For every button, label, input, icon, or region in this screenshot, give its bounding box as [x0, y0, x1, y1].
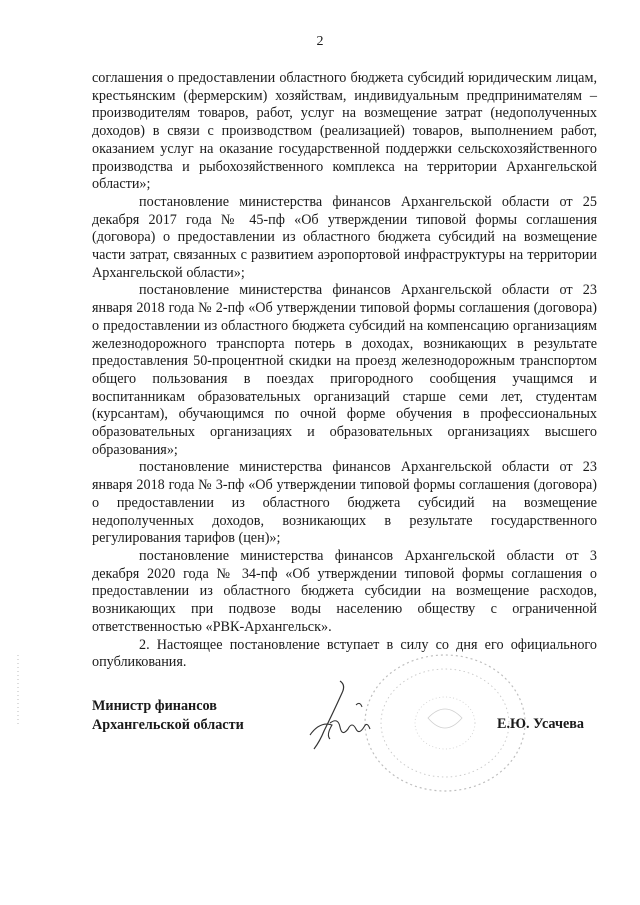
handwritten-signature: [300, 675, 390, 755]
signatory-title-line1: Министр финансов: [92, 698, 217, 714]
document-body: [92, 70, 597, 672]
paragraph-continuation: соглашения о предоставлении областного бюджета субсидий юридическим лицам, крестьянским (фермерским) хозяйствам, индивидуальным предпринимателям – производителям товаров, работ, услуг на возмещение затрат (недополученных доходов) в связи с производством (реализацией) товаров, выполнением работ, оказанием услуг на оказание государственной поддержки сельскохозяйственного производства и рыбохозяйственного комплекса на территории Архангельской области»;: [92, 70, 597, 193]
paragraph-effective-date: 2. Настоящее постановление вступает в силу со дня его официального опубликования.: [92, 636, 597, 671]
paragraph-decree-2: постановление министерства финансов Архангельской области от 23 января 2018 года № 2-пф «Об утверждении типовой формы соглашения (договора) о предоставлении из областного бюджета субсидий на компенсацию организациям железнодорожного транспорта потерь в доходах, возникающих в результате предоставления 50-процентной скидки на проезд железнодорожным транспортом общего пользования в поездах пригородного сообщения учащимся и воспитанникам образовательных организаций старше семи лет, студентам (курсантам), обучающимся по очной форме обучения в профессиональных образовательных организациях и образовательных организациях высшего образования»;: [92, 282, 597, 458]
page-number: 2: [316, 34, 324, 49]
margin-dotted-mark: [16, 655, 20, 725]
paragraph-decree-45: постановление министерства финансов Архангельской области от 25 декабря 2017 года № 45-пф «Об утверждении типовой формы соглашения (договора) о предоставлении из областного бюджета субсидий на возмещение части затрат, связанных с развитием аэропортовой инфраструктуры на территории Архангельской области»;: [92, 193, 597, 281]
paragraph-decree-3: постановление министерства финансов Архангельской области от 23 января 2018 года № 3-пф «Об утверждении типовой формы соглашения (договора) о предоставлении из областного бюджета субсидий на возмещение недополученных доходов, возникающих в результате государственного регулирования тарифов (цен)»;: [92, 459, 597, 547]
signatory-title-line2: Архангельской области: [92, 717, 244, 733]
signatory-name: Е.Ю. Усачева: [497, 716, 585, 732]
paragraph-decree-34: постановление министерства финансов Архангельской области от 3 декабря 2020 года № 34-пф «Об утверждении типовой формы соглашения о предоставлении из областного бюджета субсидии на возмещение расходов, возникающих при подвозе воды населению обществу с ограниченной ответственностью «РВК-Архангельск».: [92, 547, 597, 635]
signatory-title: [92, 697, 244, 735]
